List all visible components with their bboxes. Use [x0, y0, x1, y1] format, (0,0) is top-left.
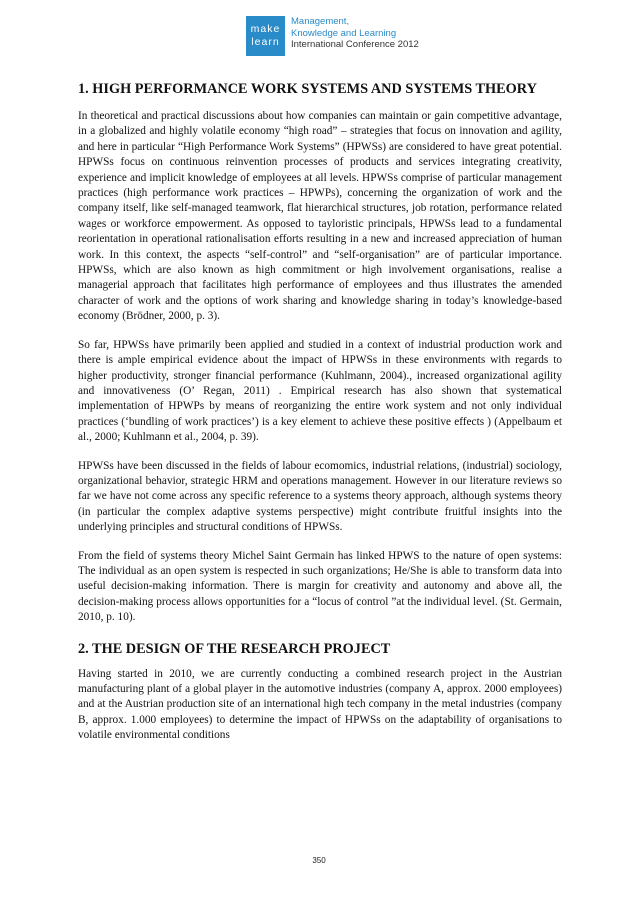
page-number: 350 — [312, 856, 326, 865]
conference-title — [291, 16, 419, 51]
conference-title-line3: International Conference 2012 — [291, 39, 419, 50]
logo-word-learn: learn — [251, 36, 280, 48]
logo-word-make: make — [250, 23, 281, 35]
page-content — [78, 80, 562, 757]
section-1-paragraph-3: HPWSs have been discussed in the fields of labour ecomomics, industrial relations, (industrial) sociology, organizational behavior, strategic HRM and operations management. However in our literature reviews so far we have not come across any specific reference to a systems theory approach, although systems theory (in particular the complex adaptive systems perspective) might contribute fruitful insights into the underlying principles and structural conditions of HPWSs. — [78, 459, 562, 534]
make-learn-logo-mark — [246, 16, 285, 56]
conference-title-line1: Management, — [291, 16, 350, 27]
section-1-paragraph-2: So far, HPWSs have primarily been applied and studied in a context of industrial production work and there is ample empirical evidence about the impact of HPWSs in these environments with regards to higher productivity, stronger financial performance (Kuhlmann, 2004)., increased organizational agility and innovativeness (O’ Regan, 2011) . Empirical research has also shown that systematical implementation of HPWPs by means of reorganizing the entire work system and not only individual practices (‘bundling of work practices’) is a key element to achieve these positive effects ) (Appelbaum et al., 2000; Kuhlmann et al., 2004, p. 39). — [78, 338, 562, 444]
section-1-heading: 1. HIGH PERFORMANCE WORK SYSTEMS AND SYSTEMS THEORY — [78, 81, 537, 97]
conference-title-line2: Knowledge and Learning — [291, 27, 397, 39]
section-2-paragraph-1: Having started in 2010, we are currently conducting a combined research project in the Austrian manufacturing plant of a global player in the automotive industries (company A, approx. 2000 employees) and at the Austrian production site of an international high tech company in the metal industries (company B, approx. 1.000 employees) to determine the impact of HPWSs on the adaptability of organisations to volatile environmental conditions — [78, 667, 562, 742]
section-2-heading: 2. THE DESIGN OF THE RESEARCH PROJECT — [78, 640, 391, 657]
section-1-paragraph-1: In theoretical and practical discussions about how companies can maintain or gain competitive advantage, in a globalized and highly volatile economy “high road” – strategies that focus on innovation and agility, and here in particular “High Performance Work Systems” (HPWSs) are considered to have great potential. HPWSs focus on continuous reinvention processes of products and services integrating creativity, experience and implicit knowledge of employees at all levels. HPWSs comprise of particular management practices (high performance work practices – HPWPs), concerning the organization of work and the company itself, like self-managed teamwork, flat hierarchical structures, job rotation, performance related wages or workforce empowerment. As opposed to tayloristic principals, HPWSs lead to a fundamental reorientation in operational rationalisation efforts resulting in a new and increased appreciation of human work. In this context, the aspects “self-control” and “self-organisation” are of particular importance. HPWSs, which are also known as high commitment or high involvement organisations, realise a managerial approach that facilitates high performance of employees and thus illustrates the amended character of work and the options of work sharing and knowledge sharing in today’s knowledge-based economy (Brödner, 2000, p. 3). — [78, 110, 562, 323]
section-1-paragraph-4: From the field of systems theory Michel Saint Germain has linked HPWS to the nature of open systems: The individual as an open system is respected in such organizations; He/She is able to transform data into useful decision-making information. There is margin for creativity and autonomy and above all, the decision-making process allows opportunities for a “locus of control ”at the individual level. (St. Germain, 2010, p. 10). — [78, 549, 562, 624]
conference-logo — [246, 16, 419, 56]
